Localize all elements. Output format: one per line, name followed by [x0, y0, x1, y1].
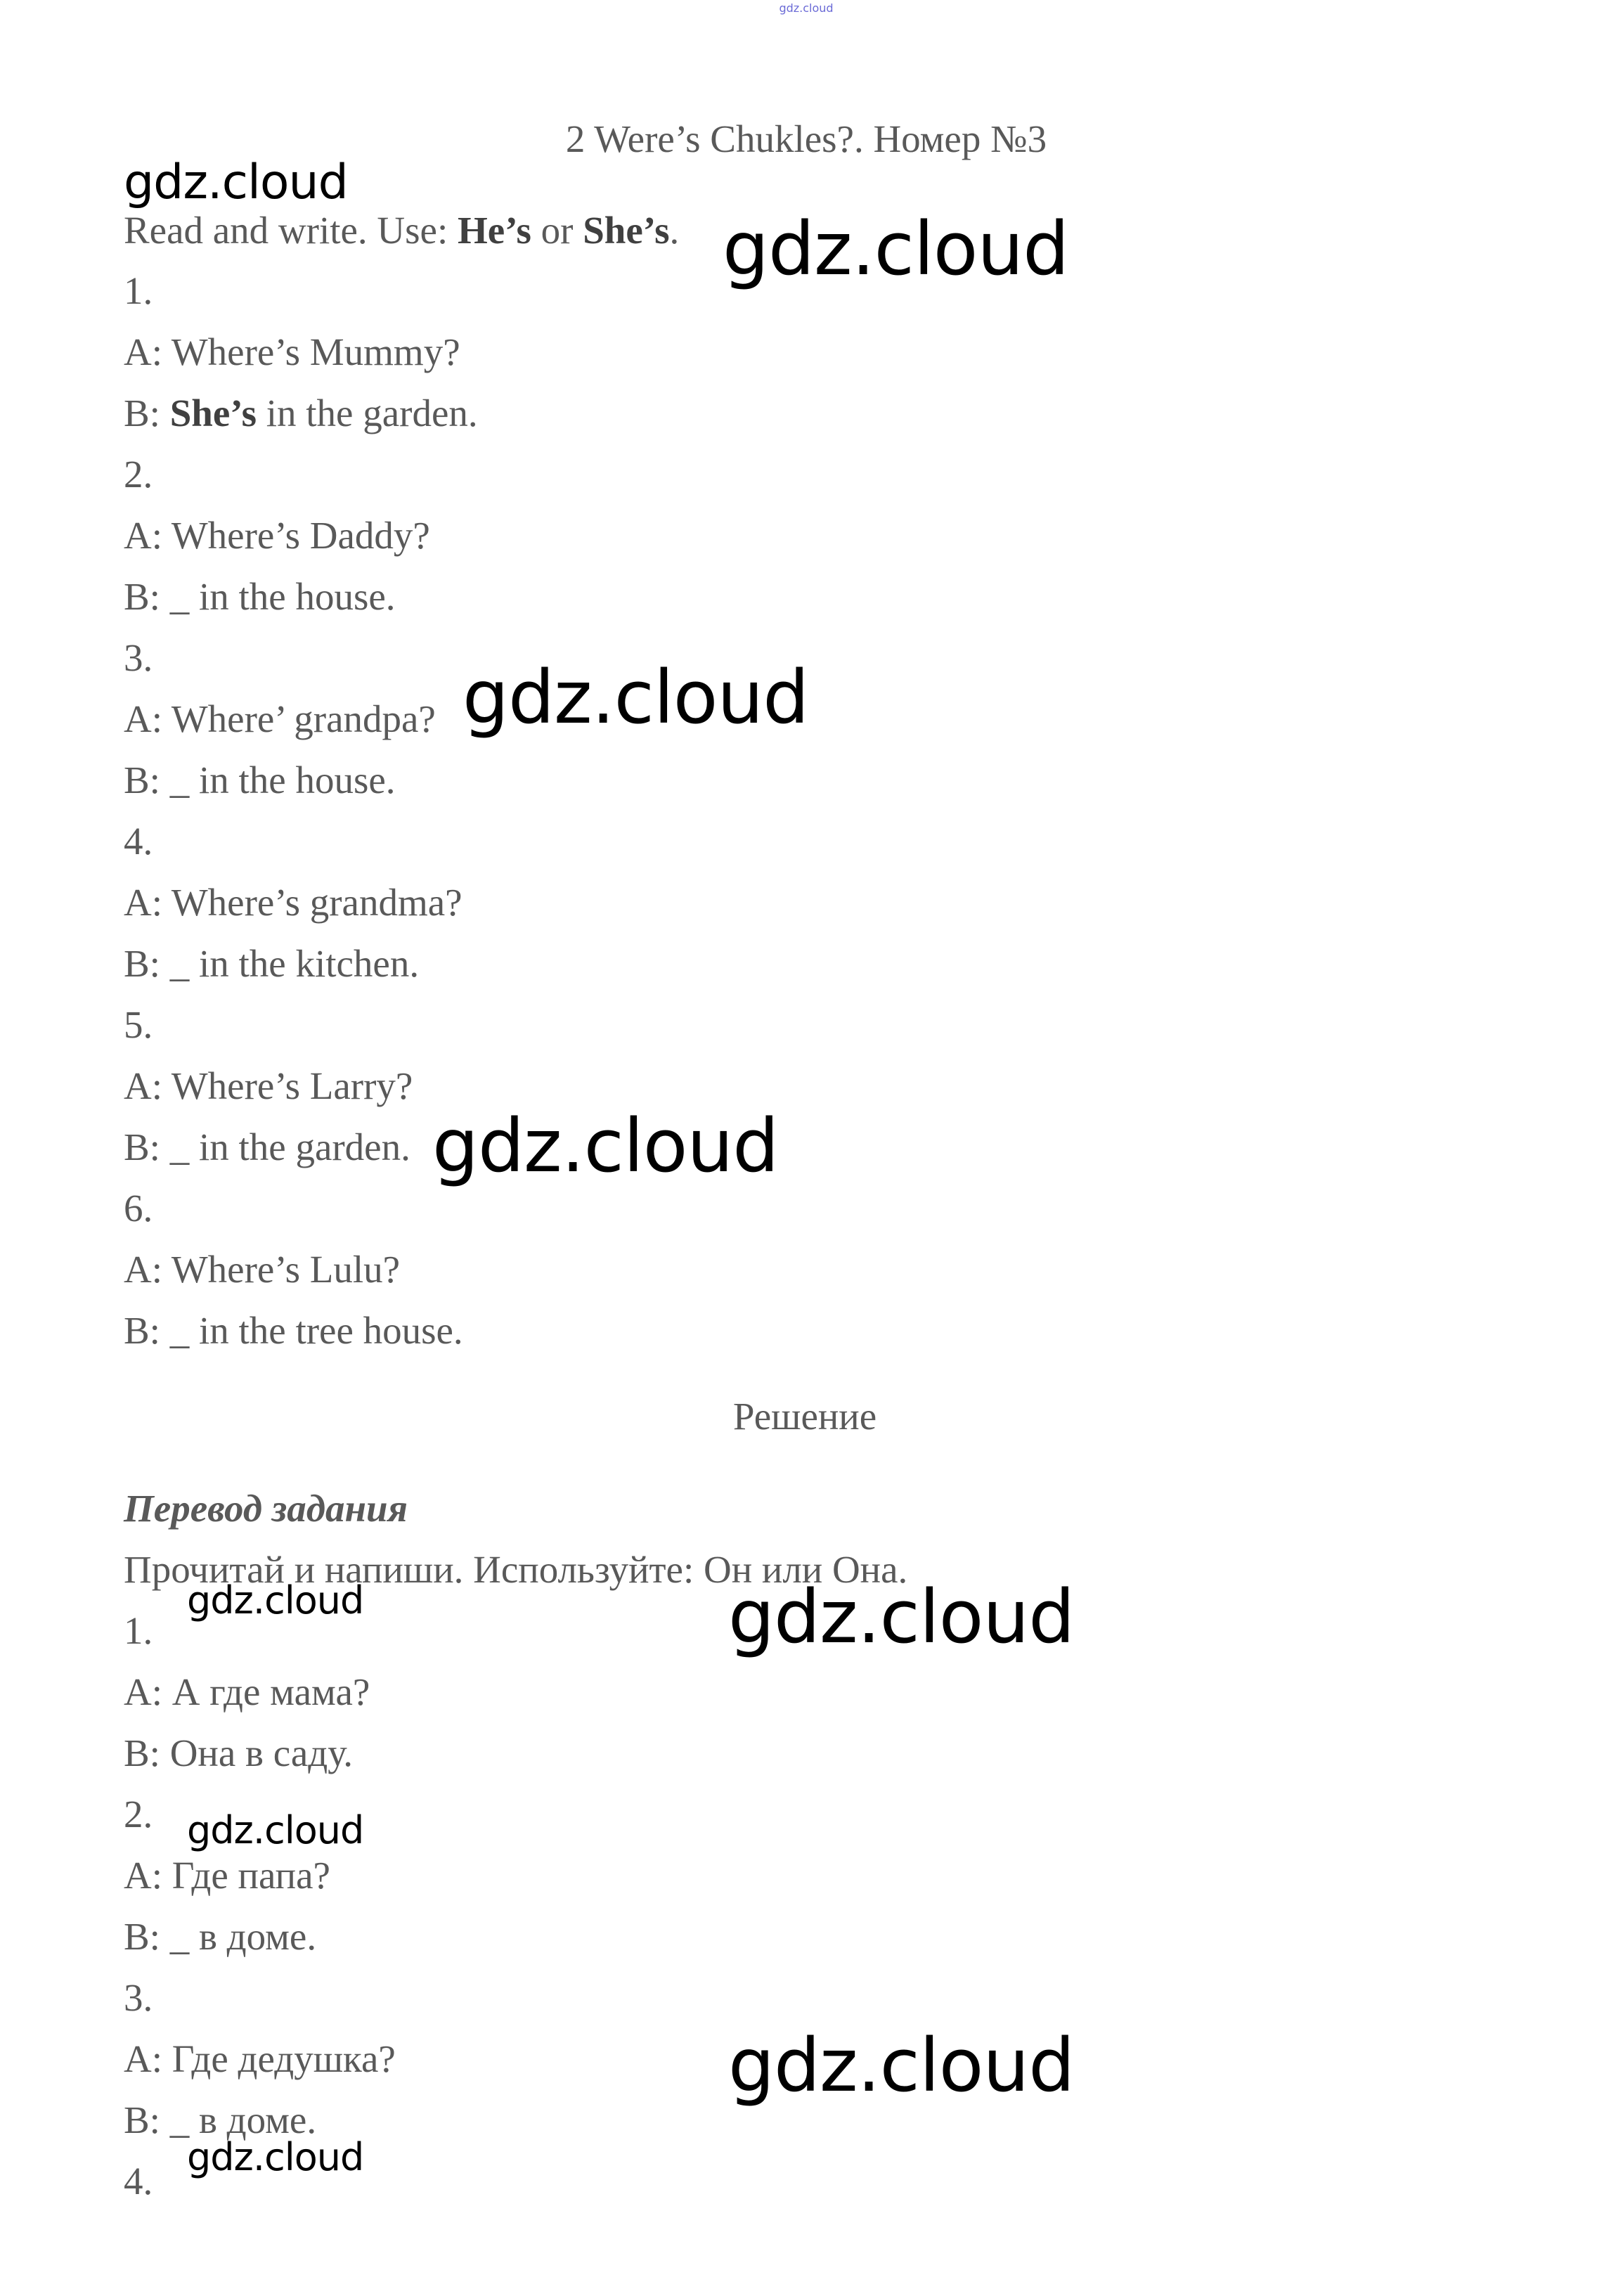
item-question: A: Where’s Mummy? — [124, 330, 460, 373]
item-question: A: Where’s Daddy? — [124, 514, 430, 557]
translation-instruction: Прочитай и напиши. Используйте: Он или Она. — [124, 1548, 908, 1591]
item-number: 1. — [124, 269, 153, 312]
item-answer: B: _ in the garden. — [124, 1126, 410, 1168]
item-answer: B: _ в доме. — [124, 2098, 317, 2141]
item-number: 2. — [124, 453, 153, 496]
watermark: gdz.cloud — [187, 2135, 364, 2179]
watermark: gdz.cloud — [728, 2023, 1075, 2108]
task-instruction: Read and write. Use: He’s or She’s. — [124, 209, 680, 252]
translation-heading: Перевод задания — [124, 1487, 408, 1530]
item-answer: B: Она в саду. — [124, 1731, 353, 1774]
watermark: gdz.cloud — [124, 155, 348, 210]
item-number: 4. — [124, 2160, 153, 2203]
page-title: 2 Were’s Chukles?. Номер №3 — [565, 117, 1047, 160]
item-question: A: Where’s Larry? — [124, 1064, 413, 1107]
item-answer: B: She’s in the garden. — [124, 392, 478, 434]
item-answer: B: _ в доме. — [124, 1915, 317, 1958]
item-number: 6. — [124, 1187, 153, 1230]
example-answer: She’s — [169, 392, 257, 434]
item-number: 3. — [124, 1976, 153, 2019]
watermark: gdz.cloud — [187, 1578, 364, 1623]
watermark: gdz.cloud — [187, 1808, 364, 1852]
top-watermark: gdz.cloud — [779, 1, 834, 15]
item-answer: B: _ in the tree house. — [124, 1309, 463, 1352]
item-number: 1. — [124, 1609, 153, 1652]
watermark: gdz.cloud — [728, 1574, 1075, 1660]
item-question: A: А где мама? — [124, 1670, 370, 1713]
item-question: A: Where’s grandma? — [124, 881, 463, 924]
watermark: gdz.cloud — [463, 654, 809, 740]
item-question: A: Where’ grandpa? — [124, 697, 436, 740]
item-number: 2. — [124, 1793, 153, 1836]
item-number: 4. — [124, 820, 153, 863]
item-answer: B: _ in the kitchen. — [124, 942, 420, 985]
option-he: He’s — [458, 209, 531, 252]
item-number: 5. — [124, 1003, 153, 1046]
watermark: gdz.cloud — [432, 1103, 779, 1189]
item-question: A: Где дедушка? — [124, 2037, 396, 2080]
item-question: A: Где папа? — [124, 1854, 330, 1897]
watermark: gdz.cloud — [723, 206, 1069, 292]
item-answer: B: _ in the house. — [124, 575, 396, 618]
item-question: A: Where’s Lulu? — [124, 1248, 401, 1291]
solution-heading: Решение — [732, 1395, 877, 1438]
item-number: 3. — [124, 636, 153, 679]
option-she: She’s — [583, 209, 670, 252]
item-answer: B: _ in the house. — [124, 759, 396, 801]
